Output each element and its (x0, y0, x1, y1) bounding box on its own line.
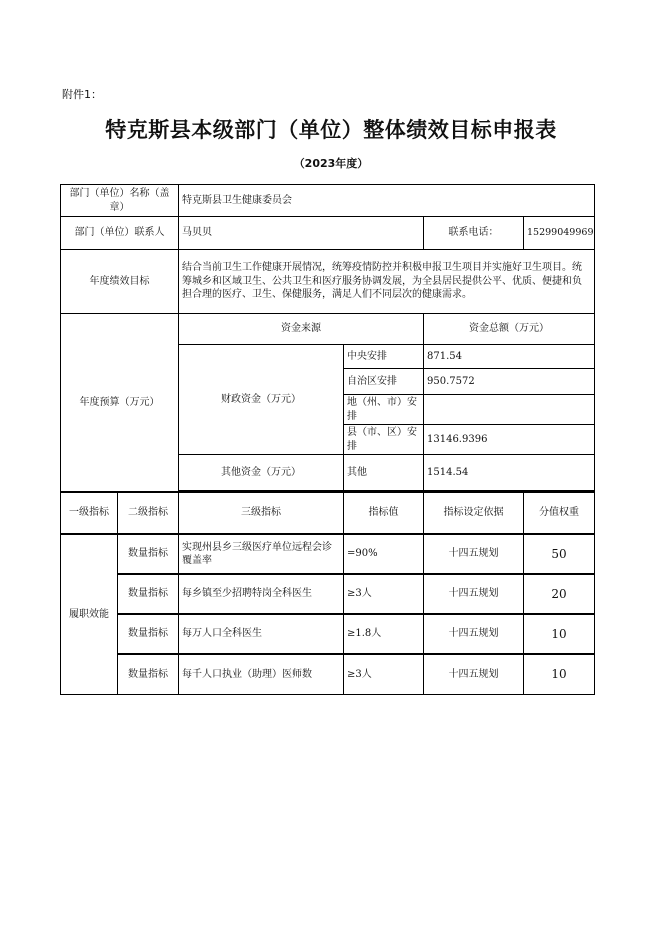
indicator-basis: 十四五规划 (424, 614, 524, 654)
fund-source-header: 资金来源 (179, 314, 424, 345)
report-year: （2023年度） (293, 157, 369, 170)
budget-item-name: 自治区安排 (344, 369, 424, 395)
budget-item-value (424, 395, 595, 425)
budget-item-name: 县（市、区）安排 (344, 425, 424, 455)
level2-indicator: 数量指标 (118, 654, 179, 694)
header-value: 指标值 (344, 492, 424, 534)
contact-label: 部门（单位）联系人 (61, 217, 179, 250)
level2-indicator: 数量指标 (118, 534, 179, 574)
level2-indicator: 数量指标 (118, 574, 179, 614)
header-level2: 二级指标 (118, 492, 179, 534)
level3-indicator: 每千人口执业（助理）医师数 (179, 654, 344, 694)
header-level1: 一级指标 (61, 492, 118, 534)
indicator-basis: 十四五规划 (424, 534, 524, 574)
annual-budget-label: 年度预算（万元） (61, 314, 179, 493)
indicator-value: ≥3人 (344, 654, 424, 694)
level3-indicator: 实现州县乡三级医疗单位远程会诊覆盖率 (179, 534, 344, 574)
indicator-row (61, 614, 595, 654)
budget-header-row (61, 314, 595, 345)
other-fund-label: 其他资金（万元） (179, 455, 344, 491)
fund-total-header: 资金总额（万元） (424, 314, 595, 345)
indicator-row (61, 534, 595, 574)
indicator-weight: 50 (524, 534, 595, 574)
header-weight: 分值权重 (524, 492, 595, 534)
indicator-header-row (61, 492, 595, 534)
indicator-row (61, 654, 595, 694)
budget-item-value: 871.54 (424, 345, 595, 369)
phone-value: 15299049969 (524, 217, 595, 250)
fiscal-fund-label: 财政资金（万元） (179, 345, 344, 455)
contact-value: 马贝贝 (179, 217, 424, 250)
annual-goal-row (61, 250, 595, 314)
indicator-weight: 10 (524, 614, 595, 654)
indicator-value: =90% (344, 534, 424, 574)
contact-row (61, 217, 595, 250)
indicator-value: ≥3人 (344, 574, 424, 614)
indicator-weight: 10 (524, 654, 595, 694)
budget-item-name: 中央安排 (344, 345, 424, 369)
header-basis: 指标设定依据 (424, 492, 524, 534)
indicator-value: ≥1.8人 (344, 614, 424, 654)
page-title: 特克斯县本级部门（单位）整体绩效目标申报表 (105, 118, 557, 142)
indicator-row (61, 574, 595, 614)
dept-name-value: 特克斯县卫生健康委员会 (179, 185, 595, 217)
budget-item-value: 13146.9396 (424, 425, 595, 455)
annual-goal-label: 年度绩效目标 (61, 250, 179, 314)
indicator-basis: 十四五规划 (424, 574, 524, 614)
level3-indicator: 每万人口全科医生 (179, 614, 344, 654)
level2-indicator: 数量指标 (118, 614, 179, 654)
other-fund-name: 其他 (344, 455, 424, 491)
other-fund-value: 1514.54 (424, 455, 595, 491)
header-level3: 三级指标 (179, 492, 344, 534)
annual-goal-text: 结合当前卫生工作健康开展情况，统筹疫情防控并积极申报卫生项目并实施好卫生项目。统筹城乡和区域卫生、公共卫生和医疗服务协调发展，为全县居民提供公平、优质、便捷和负担合理的医疗、卫生、保健服务，满足人们不同层次的健康需求。 (179, 250, 595, 314)
level1-indicator: 履职效能 (61, 534, 118, 694)
dept-name-label: 部门（单位）名称（盖章） (61, 185, 179, 217)
performance-target-table (60, 184, 595, 695)
indicator-weight: 20 (524, 574, 595, 614)
attachment-label: 附件1： (62, 88, 102, 101)
indicator-basis: 十四五规划 (424, 654, 524, 694)
dept-name-row (61, 185, 595, 217)
level3-indicator: 每乡镇至少招聘特岗全科医生 (179, 574, 344, 614)
phone-label: 联系电话： (424, 217, 524, 250)
budget-item-name: 地（州、市）安排 (344, 395, 424, 425)
budget-item-value: 950.7572 (424, 369, 595, 395)
